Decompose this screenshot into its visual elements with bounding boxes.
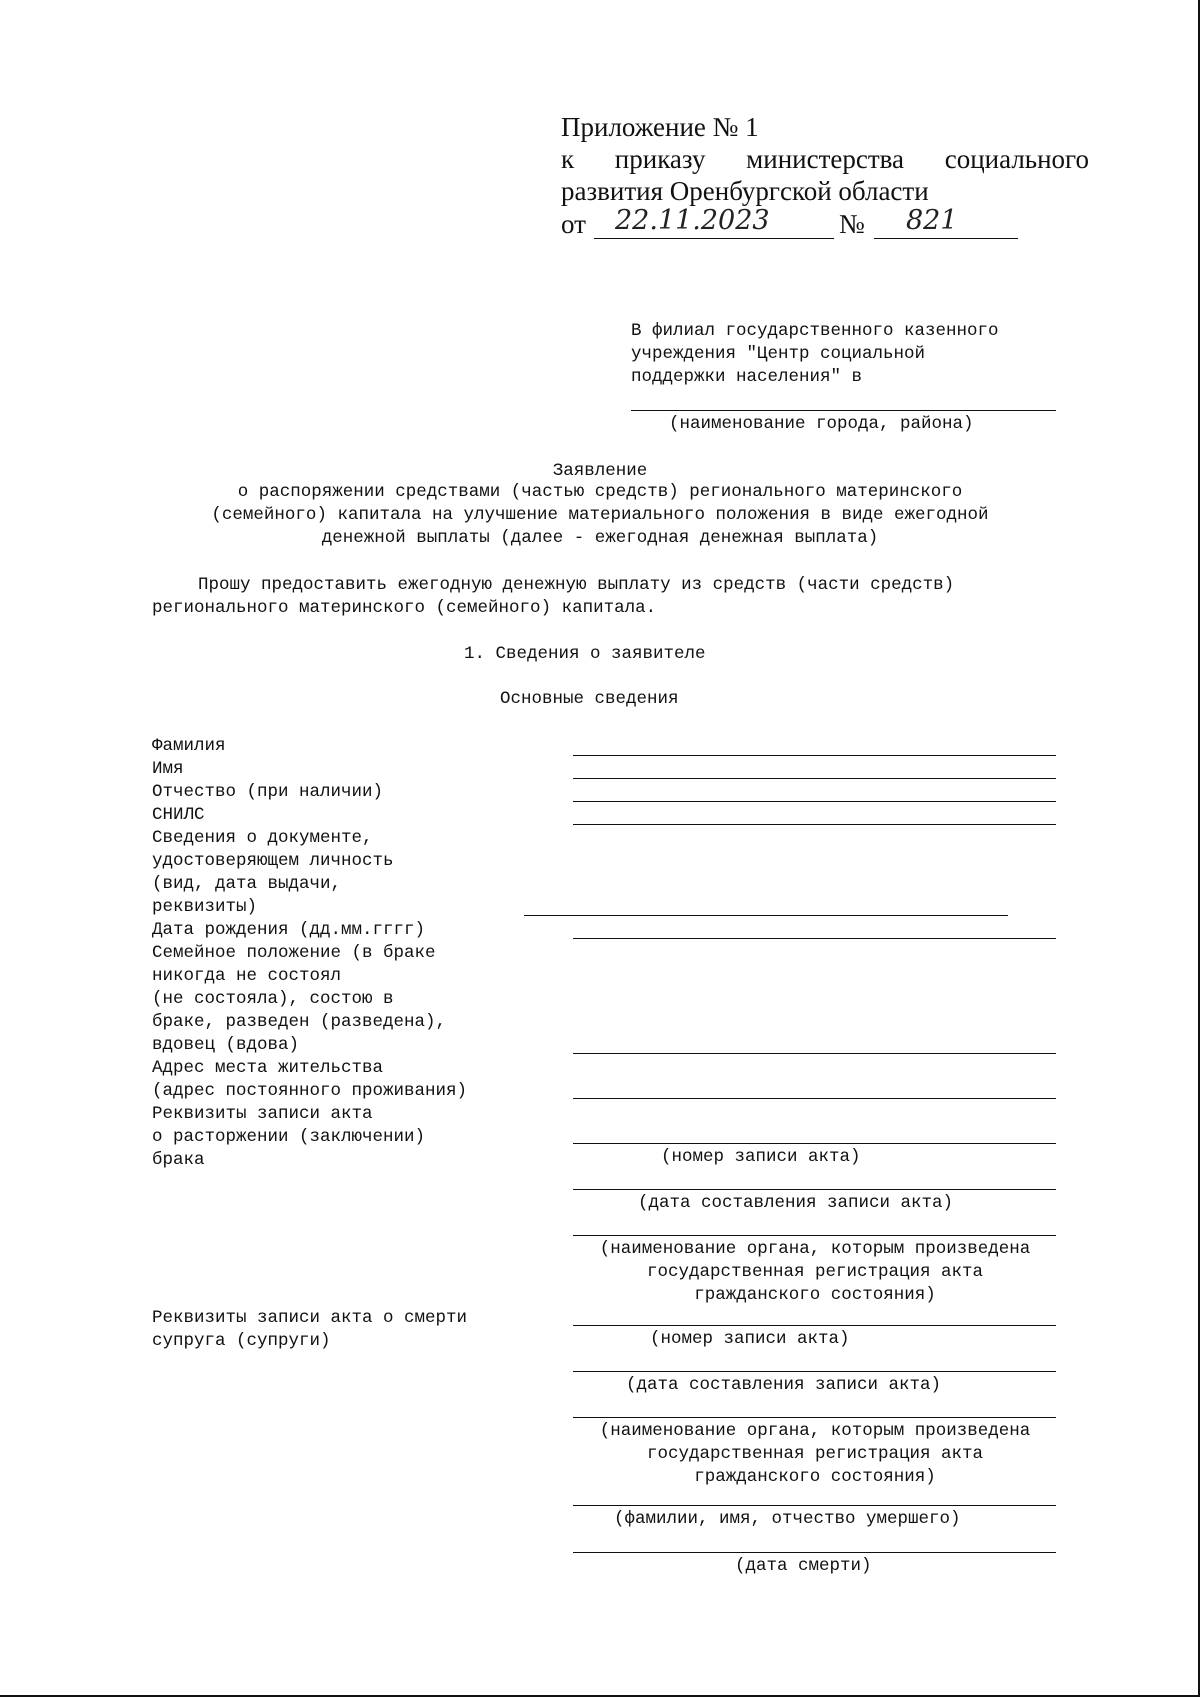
field-label-marriage-act: Реквизиты записи акта (152, 1104, 373, 1124)
appendix-ministry-line: развития Оренбургской области (561, 176, 929, 206)
marriage-act-organ-hint: гражданского состояния) (694, 1285, 936, 1305)
field-label-address: (адрес постоянного проживания) (152, 1081, 468, 1101)
addressee-line: учреждения "Центр социальной (631, 344, 926, 364)
appendix-word: министерства (746, 144, 905, 174)
appendix-order-line (561, 143, 1089, 175)
statement-subtitle-line: денежной выплаты (далее - ежегодная денежная выплата) (321, 528, 879, 548)
death-act-organ-hint: гражданского состояния) (694, 1467, 936, 1487)
field-label-marriage-act: о расторжении (заключении) (152, 1127, 426, 1147)
field-label-marital-status: вдовец (вдова) (152, 1035, 300, 1055)
address-field[interactable] (573, 1098, 1056, 1099)
deceased-name-hint: (фамилии, имя, отчество умершего) (614, 1509, 961, 1529)
marriage-act-date-field[interactable] (573, 1189, 1056, 1190)
appendix-number-handwritten: 821 (906, 205, 958, 236)
field-label-marital-status: (не состояла), состою в (152, 989, 394, 1009)
section-1-subtitle: Основные сведения (500, 689, 679, 709)
death-act-organ-hint: государственная регистрация акта (646, 1444, 984, 1464)
field-label-id-document: (вид, дата выдачи, (152, 874, 342, 894)
surname-field[interactable] (573, 755, 1056, 756)
snils-field[interactable] (573, 824, 1056, 825)
field-label-marital-status: браке, разведен (разведена), (152, 1012, 447, 1032)
section-1-title: 1. Сведения о заявителе (464, 644, 706, 664)
addressee-city-hint: (наименование города, района) (669, 414, 974, 434)
death-act-organ-hint: (наименование органа, которым произведена (599, 1421, 1031, 1441)
request-line: Прошу предоставить ежегодную денежную выплату из средств (части средств) (198, 575, 955, 595)
marriage-act-organ-hint: государственная регистрация акта (646, 1262, 984, 1282)
death-date-hint: (дата смерти) (735, 1556, 872, 1576)
marriage-act-organ-field[interactable] (573, 1235, 1056, 1236)
field-label-name: Имя (152, 759, 184, 779)
appendix-date-prefix: от (561, 209, 586, 239)
addressee-line: поддержки населения" в (631, 367, 863, 387)
death-act-organ-field[interactable] (573, 1417, 1056, 1418)
statement-title: Заявление (552, 461, 648, 481)
request-line: регионального материнского (семейного) капитала. (152, 598, 657, 618)
field-label-patronymic: Отчество (при наличии) (152, 782, 384, 802)
field-label-surname: Фамилия (152, 736, 226, 756)
field-label-id-document: удостоверяющем личность (152, 851, 394, 871)
marriage-act-organ-hint: (наименование органа, которым произведена (599, 1239, 1031, 1259)
marriage-act-number-hint: (номер записи акта) (661, 1147, 861, 1167)
field-label-birth-date: Дата рождения (дд.мм.гггг) (152, 920, 426, 940)
id-document-field[interactable] (524, 915, 1008, 916)
death-act-label: супруга (супруги) (152, 1331, 331, 1351)
addressee-line: В филиал государственного казенного (631, 321, 999, 341)
statement-subtitle-line: (семейного) капитала на улучшение материального положения в виде ежегодной (211, 505, 989, 525)
appendix-date-underline (594, 238, 834, 239)
death-act-number-field[interactable] (573, 1325, 1056, 1326)
death-act-date-field[interactable] (573, 1371, 1056, 1372)
field-label-marriage-act: брака (152, 1150, 205, 1170)
marriage-act-date-hint: (дата составления записи акта) (638, 1193, 954, 1213)
field-label-id-document: Сведения о документе, (152, 828, 373, 848)
death-date-field[interactable] (573, 1552, 1056, 1553)
appendix-word: к (561, 144, 575, 174)
appendix-number-underline (874, 238, 1018, 239)
marital-status-field[interactable] (573, 1053, 1056, 1054)
appendix-word: приказу (614, 144, 706, 174)
marriage-act-number-field[interactable] (573, 1143, 1056, 1144)
name-field[interactable] (573, 778, 1056, 779)
death-act-number-hint: (номер записи акта) (650, 1329, 850, 1349)
death-act-date-hint: (дата составления записи акта) (626, 1375, 942, 1395)
field-label-marital-status: Семейное положение (в браке (152, 943, 436, 963)
appendix-title: Приложение № 1 (561, 112, 759, 142)
field-label-marital-status: никогда не состоял (152, 966, 342, 986)
appendix-date-handwritten: 22.11.2023 (615, 205, 770, 236)
field-label-id-document: реквизиты) (152, 897, 258, 917)
statement-subtitle-line: о распоряжении средствами (частью средств) регионального материнского (237, 482, 963, 502)
deceased-name-field[interactable] (573, 1505, 1056, 1506)
death-act-label: Реквизиты записи акта о смерти (152, 1308, 468, 1328)
appendix-word: социального (944, 144, 1089, 174)
addressee-city-field[interactable] (631, 410, 1056, 411)
field-label-snils: СНИЛС (152, 805, 205, 825)
field-label-address: Адрес места жительства (152, 1058, 384, 1078)
birth-date-field[interactable] (573, 938, 1056, 939)
patronymic-field[interactable] (573, 801, 1056, 802)
appendix-number-prefix: № (839, 209, 865, 239)
